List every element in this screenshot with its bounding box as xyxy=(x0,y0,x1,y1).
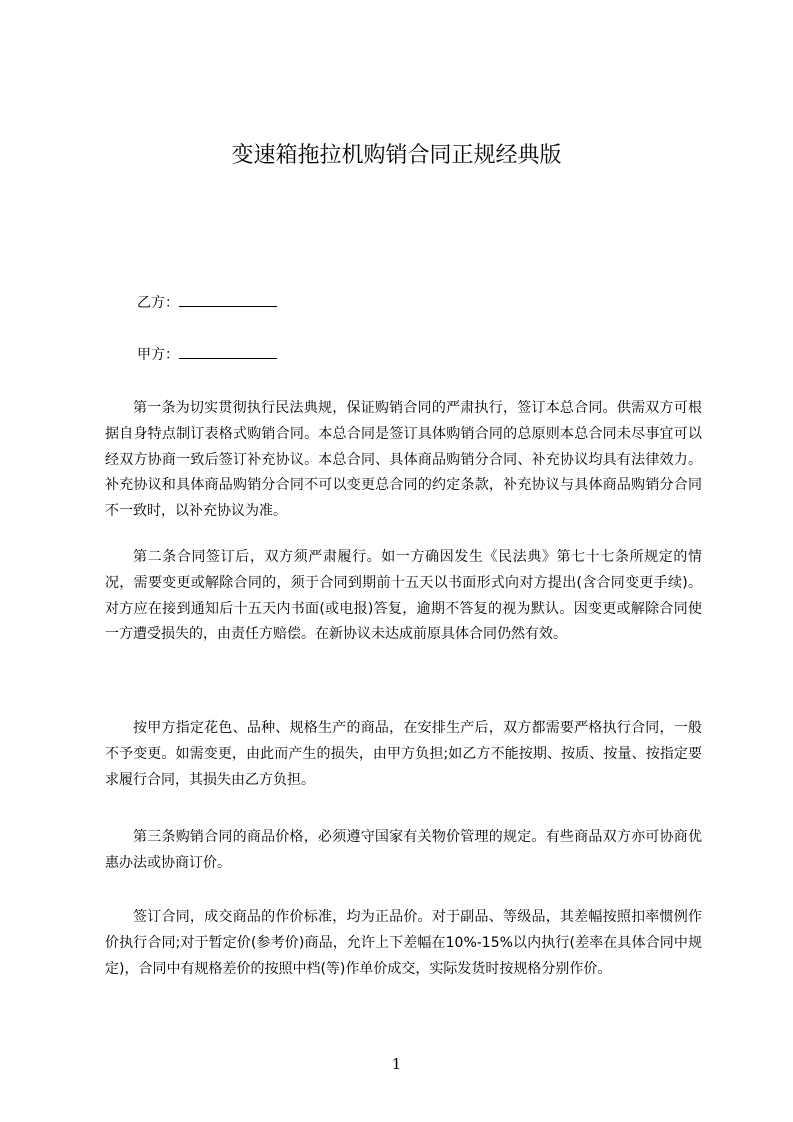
page-number: 1 xyxy=(391,1055,402,1073)
party-b-line xyxy=(137,292,277,313)
party-b-blank xyxy=(179,292,277,307)
document-title: 变速箱拖拉机购销合同正规经典版 xyxy=(231,143,562,168)
paragraph-article-2: 第二条合同签订后，双方须严肃履行。如一方确因发生《民法典》第七十七条所规定的情况，需要变更或解除合同的，须于合同到期前十五天以书面形式向对方提出(含合同变更手续)。对方应在接到通知后十五天内书面(或电报)答复，逾期不答复的视为默认。因变更或解除合同使一方遭受损失的，由责任方赔偿。在新协议未达成前原具体合同仍然有效。 xyxy=(105,549,702,643)
paragraph-custom-goods: 按甲方指定花色、品种、规格生产的商品，在安排生产后，双方都需要严格执行合同，一般不予变更。如需变更，由此而产生的损失，由甲方负担;如乙方不能按期、按质、按量、按指定要求履行合同，其损失由乙方负担。 xyxy=(105,720,702,788)
party-a-line xyxy=(137,344,277,365)
party-b-label: 乙方： xyxy=(137,295,179,311)
party-a-blank xyxy=(179,344,277,359)
paragraph-article-1: 第一条为切实贯彻执行民法典规，保证购销合同的严肃执行，签订本总合同。供需双方可根据自身特点制订表格式购销合同。本总合同是签订具体购销合同的总原则本总合同未尽事宜可以经双方协商一致后签订补充协议。本总合同、具体商品购销分合同、补充协议均具有法律效力。补充协议和具体商品购销分合同不可以变更总合同的约定条款，补充协议与具体商品购销分合同不一致时，以补充协议为准。 xyxy=(105,400,702,520)
paragraph-pricing: 签订合同，成交商品的作价标准，均为正品价。对于副品、等级品，其差幅按照扣率惯例作价执行合同;对于暂定价(参考价)商品，允许上下差幅在10%-15%以内执行(差率在具体合同中规定)，合同中有规格差价的按照中档(等)作单价成交，实际发货时按规格分别作价。 xyxy=(105,909,702,977)
party-a-label: 甲方： xyxy=(137,347,179,363)
paragraph-article-3: 第三条购销合同的商品价格，必须遵守国家有关物价管理的规定。有些商品双方亦可协商优惠办法或协商订价。 xyxy=(105,829,702,871)
